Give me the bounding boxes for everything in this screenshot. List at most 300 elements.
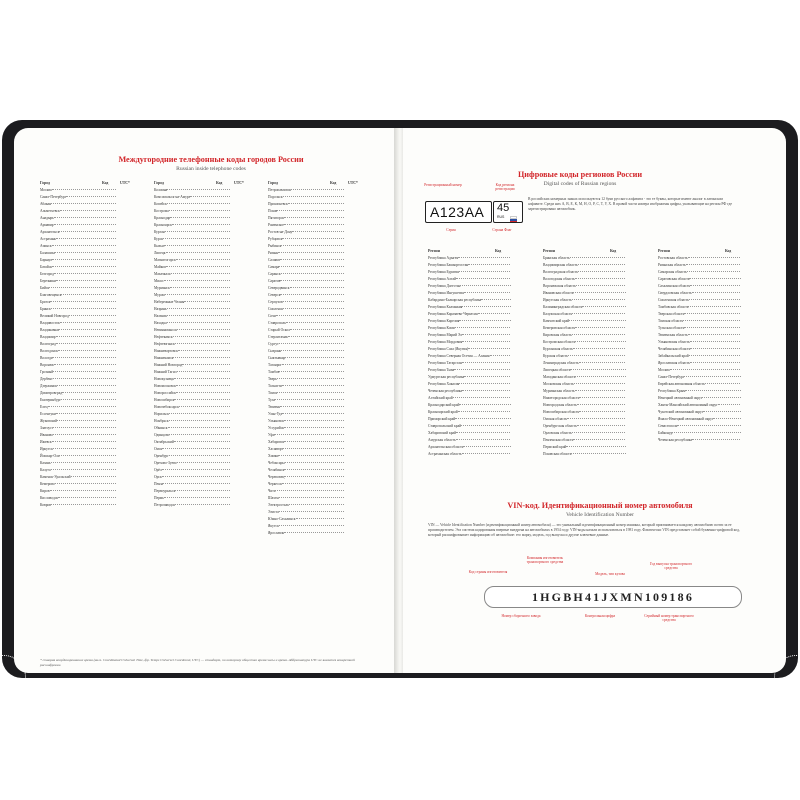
- phone-code-leader-dots: [279, 371, 344, 372]
- phone-code-row: [268, 481, 368, 488]
- phone-code-row: [40, 299, 140, 306]
- region-code-leader-dots: [573, 348, 625, 349]
- vin-subtitle: Vehicle Identification Number: [565, 512, 635, 518]
- phone-code-leader-dots: [177, 462, 230, 463]
- phone-code-leader-dots: [283, 301, 344, 302]
- phone-code-leader-dots: [48, 406, 116, 407]
- phone-code-name: Нефтеюганск: [154, 342, 175, 346]
- region-code-leader-dots: [689, 278, 740, 279]
- region-code-leader-dots: [579, 411, 625, 412]
- phone-code-leader-dots: [56, 238, 116, 239]
- region-code-leader-dots: [462, 453, 510, 454]
- region-code-leader-dots: [460, 285, 510, 286]
- phone-code-leader-dots: [59, 231, 116, 232]
- phone-code-name: Новомосковск: [154, 384, 176, 388]
- phone-code-leader-dots: [57, 385, 116, 386]
- phone-code-name: Златоуст: [40, 426, 54, 430]
- phone-code-leader-dots: [174, 441, 230, 442]
- phone-code-row: [154, 488, 254, 495]
- phone-code-leader-dots: [174, 378, 230, 379]
- phone-code-row: [40, 397, 140, 404]
- phone-code-name: Димитровград: [40, 391, 63, 395]
- phone-code-name: Раменское: [268, 223, 284, 227]
- phone-code-row: [154, 306, 254, 313]
- region-code-row: [428, 402, 536, 409]
- region-code-row: [658, 423, 766, 430]
- region-code-leader-dots: [685, 390, 740, 391]
- phone-code-leader-dots: [174, 399, 230, 400]
- phone-code-name: Альметьевск: [40, 209, 60, 213]
- region-code-name: Пермский край: [543, 445, 567, 449]
- region-code-row: [658, 388, 766, 395]
- region-code-name: Магаданская область: [543, 375, 576, 379]
- region-code-leader-dots: [692, 292, 740, 293]
- phone-codes-title: Междугородние телефонные коды городов России: [118, 155, 304, 164]
- region-code-row: [428, 409, 536, 416]
- phone-code-name: Мурманск: [154, 286, 170, 290]
- phone-code-row: [268, 334, 368, 341]
- phone-code-leader-dots: [66, 196, 116, 197]
- phone-code-leader-dots: [54, 217, 116, 218]
- phone-code-name: Кызыл: [154, 244, 165, 248]
- phone-code-leader-dots: [280, 294, 344, 295]
- region-code-name: Амурская область: [428, 438, 456, 442]
- phone-code-name: Новочебоксарск: [154, 405, 179, 409]
- phone-code-leader-dots: [190, 196, 230, 197]
- phone-code-row: [154, 418, 254, 425]
- phone-code-name: Рыбинск: [268, 244, 282, 248]
- phone-code-row: [268, 222, 368, 229]
- label-series: Серия: [446, 228, 456, 232]
- region-codes-title: Цифровые коды регионов России: [517, 170, 643, 179]
- phone-code-leader-dots: [173, 336, 230, 337]
- region-code-row: [428, 290, 536, 297]
- phone-code-leader-dots: [296, 518, 344, 519]
- phone-code-name: Новороссийск: [154, 391, 176, 395]
- phone-code-leader-dots: [177, 329, 230, 330]
- phone-code-leader-dots: [53, 427, 116, 428]
- phone-code-row: [154, 201, 254, 208]
- region-code-leader-dots: [575, 327, 625, 328]
- region-code-name: Республика Бурятия: [428, 270, 459, 274]
- phone-code-row: [154, 236, 254, 243]
- phone-code-leader-dots: [277, 210, 344, 211]
- phone-code-row: [154, 187, 254, 194]
- phone-code-leader-dots: [279, 511, 344, 512]
- region-code-leader-dots: [575, 390, 625, 391]
- phone-code-row: [40, 187, 140, 194]
- plate-region: 45: [497, 202, 510, 214]
- region-code-name: Свердловская область: [658, 291, 692, 295]
- region-code-leader-dots: [579, 362, 625, 363]
- region-code-leader-dots: [463, 446, 510, 447]
- region-code-name: Республика Марий Эл: [428, 333, 462, 337]
- region-code-name: Республика Ингушетия: [428, 291, 464, 295]
- phone-code-name: Оренбург: [154, 454, 169, 458]
- phone-code-row: [154, 341, 254, 348]
- phone-code-name: Брянск: [40, 307, 51, 311]
- region-code-name: Самарская область: [658, 270, 687, 274]
- phone-code-leader-dots: [56, 413, 116, 414]
- region-code-name: Республика Алтай: [428, 277, 457, 281]
- phone-code-name: Набережные Челны: [154, 300, 185, 304]
- region-code-leader-dots: [456, 439, 510, 440]
- region-code-name: Республика Адыгея: [428, 256, 459, 260]
- phone-code-name: Уссурийск: [268, 426, 285, 430]
- region-code-name: Воронежская область: [543, 284, 576, 288]
- region-code-name: Республика Саха (Якутия): [428, 347, 469, 351]
- phone-code-name: Одинцово: [154, 433, 170, 437]
- phone-code-row: [40, 460, 140, 467]
- phone-code-row: [268, 257, 368, 264]
- phone-code-row: [40, 495, 140, 502]
- region-code-row: [543, 318, 651, 325]
- phone-code-leader-dots: [173, 357, 230, 358]
- phone-code-leader-dots: [162, 448, 230, 449]
- phone-code-leader-dots: [281, 273, 344, 274]
- region-code-leader-dots: [577, 425, 625, 426]
- phone-code-name: Шахты: [268, 496, 279, 500]
- phone-code-leader-dots: [162, 469, 230, 470]
- region-code-row: [543, 297, 651, 304]
- region-code-leader-dots: [692, 439, 740, 440]
- region-code-row: [543, 283, 651, 290]
- phone-code-header-cell: UTC*: [234, 181, 244, 185]
- phone-code-leader-dots: [56, 280, 116, 281]
- phone-code-row: [40, 411, 140, 418]
- region-code-name: Калининградская область: [543, 305, 583, 309]
- region-code-row: [658, 381, 766, 388]
- phone-code-leader-dots: [284, 532, 344, 533]
- phone-code-name: Хабаровск: [268, 440, 285, 444]
- phone-code-row: [40, 313, 140, 320]
- phone-code-leader-dots: [50, 490, 116, 491]
- phone-code-leader-dots: [284, 441, 344, 442]
- phone-code-name: Назрань: [154, 307, 167, 311]
- region-code-name: Новосибирская область: [543, 410, 580, 414]
- phone-code-name: Волгоград: [40, 342, 56, 346]
- vin-label-manufacturer: Компания изготовитель транспортного средства: [526, 556, 564, 565]
- phone-code-row: [40, 369, 140, 376]
- region-code-header-cell: Регион: [658, 249, 670, 253]
- region-code-leader-dots: [689, 355, 740, 356]
- phone-code-name: Норильск: [154, 412, 169, 416]
- phone-code-leader-dots: [51, 469, 116, 470]
- region-code-leader-dots: [573, 292, 625, 293]
- phone-code-row: [40, 236, 140, 243]
- region-code-name: Рязанская область: [658, 263, 686, 267]
- phone-code-leader-dots: [52, 266, 116, 267]
- phone-code-name: Киров: [40, 489, 50, 493]
- phone-code-leader-dots: [165, 294, 230, 295]
- region-code-name: Москва: [658, 368, 670, 372]
- region-code-name: Московская область: [543, 382, 574, 386]
- phone-code-name: Новосибирск: [154, 398, 175, 402]
- region-code-leader-dots: [455, 327, 510, 328]
- phone-code-leader-dots: [69, 315, 116, 316]
- plate-region-box: [493, 201, 523, 223]
- region-code-leader-dots: [468, 264, 510, 265]
- region-code-leader-dots: [570, 257, 625, 258]
- phone-code-name: Черкесск: [268, 482, 283, 486]
- phone-code-leader-dots: [285, 462, 344, 463]
- phone-code-name: Краснодар: [154, 216, 171, 220]
- phone-code-row: [268, 285, 368, 292]
- phone-code-leader-dots: [170, 287, 230, 288]
- vin-label-model: Модель, тип кузова: [595, 572, 625, 576]
- phone-code-row: [154, 257, 254, 264]
- phone-code-row: [268, 460, 368, 467]
- phone-code-row: [268, 446, 368, 453]
- phone-code-leader-dots: [58, 497, 116, 498]
- region-code-name: Липецкая область: [543, 368, 571, 372]
- phone-code-leader-dots: [178, 350, 230, 351]
- phone-code-row: [154, 369, 254, 376]
- phone-code-name: Октябрьский: [154, 440, 174, 444]
- phone-code-row: [268, 502, 368, 509]
- phone-code-row: [268, 362, 368, 369]
- phone-code-row: [268, 390, 368, 397]
- phone-code-name: Балашиха: [40, 251, 56, 255]
- region-code-row: [428, 451, 536, 458]
- phone-code-row: [40, 201, 140, 208]
- region-code-leader-dots: [462, 334, 510, 335]
- phone-code-leader-dots: [282, 483, 344, 484]
- phone-code-leader-dots: [175, 343, 230, 344]
- region-code-row: [658, 304, 766, 311]
- phone-code-name: Нефтекамск: [154, 335, 173, 339]
- phone-code-row: [40, 439, 140, 446]
- phone-code-row: [268, 327, 368, 334]
- phone-code-name: Кисловодск: [40, 496, 59, 500]
- phone-code-leader-dots: [176, 259, 230, 260]
- phone-code-header-cell: Код: [102, 181, 109, 185]
- phone-code-name: Березники: [40, 279, 57, 283]
- phone-code-leader-dots: [281, 350, 344, 351]
- phone-code-name: Подольск: [268, 195, 283, 199]
- region-code-leader-dots: [686, 264, 740, 265]
- phone-code-row: [268, 278, 368, 285]
- phone-code-leader-dots: [290, 329, 344, 330]
- phone-code-leader-dots: [277, 378, 344, 379]
- region-code-leader-dots: [572, 432, 625, 433]
- phone-code-name: Майкоп: [154, 265, 166, 269]
- region-code-name: Мурманская область: [543, 389, 575, 393]
- phone-code-name: Орехово-Зуево: [154, 461, 177, 465]
- phone-code-name: Дзержинск: [40, 384, 58, 388]
- phone-code-name: Нижний Новгород: [154, 363, 183, 367]
- region-code-row: [658, 269, 766, 276]
- phone-code-leader-dots: [169, 420, 230, 421]
- phone-code-row: [40, 306, 140, 313]
- region-code-name: Ханты-Мансийский автономный округ: [658, 403, 718, 407]
- phone-code-row: [40, 446, 140, 453]
- phone-code-column: [154, 180, 254, 509]
- phone-code-name: Муром: [154, 293, 165, 297]
- phone-code-leader-dots: [279, 525, 344, 526]
- phone-code-leader-dots: [163, 483, 230, 484]
- phone-code-row: [268, 264, 368, 271]
- phone-code-leader-dots: [59, 329, 116, 330]
- phone-code-row: [268, 229, 368, 236]
- phone-code-row: [40, 348, 140, 355]
- region-code-row: [658, 360, 766, 367]
- phone-code-name: Саранск: [268, 272, 281, 276]
- phone-code-name: Санкт-Петербург: [40, 195, 67, 199]
- phone-code-name: Невинномысск: [154, 328, 178, 332]
- label-region-code: Код региона регистрации: [495, 183, 515, 192]
- phone-code-row: [154, 502, 254, 509]
- phone-code-row: [40, 474, 140, 481]
- phone-code-row: [154, 271, 254, 278]
- phone-code-leader-dots: [280, 406, 344, 407]
- phone-code-name: Миасс: [154, 279, 164, 283]
- phone-code-name: Грозный: [40, 370, 54, 374]
- phone-code-row: [268, 411, 368, 418]
- phone-code-row: [268, 215, 368, 222]
- phone-code-leader-dots: [53, 371, 116, 372]
- region-code-leader-dots: [677, 425, 740, 426]
- phone-code-header-cell: Город: [154, 181, 164, 185]
- phone-code-leader-dots: [164, 497, 230, 498]
- phone-code-leader-dots: [71, 476, 116, 477]
- phone-code-leader-dots: [53, 378, 116, 379]
- region-code-leader-dots: [582, 306, 625, 307]
- region-code-row: [658, 416, 766, 423]
- region-code-row: [543, 255, 651, 262]
- phone-code-leader-dots: [51, 203, 116, 204]
- phone-code-row: [268, 509, 368, 516]
- region-code-row: [543, 437, 651, 444]
- phone-code-leader-dots: [56, 336, 116, 337]
- region-code-name: Омская область: [543, 417, 568, 421]
- phone-code-header-row: [40, 180, 140, 187]
- phone-code-name: Нижневартовск: [154, 349, 178, 353]
- region-code-row: [428, 444, 536, 451]
- region-code-column: [658, 248, 766, 444]
- phone-code-leader-dots: [53, 434, 116, 435]
- phone-code-name: Уфа: [268, 433, 275, 437]
- phone-code-row: [154, 467, 254, 474]
- phone-code-leader-dots: [276, 315, 344, 316]
- phone-code-row: [268, 397, 368, 404]
- vin-label-country: Код страны изготовителя: [468, 570, 508, 574]
- region-code-name: Волгоградская область: [543, 270, 578, 274]
- region-code-name: Брянская область: [543, 256, 570, 260]
- phone-code-header-cell: UTC*: [348, 181, 358, 185]
- region-code-row: [658, 262, 766, 269]
- phone-code-row: [268, 453, 368, 460]
- phone-code-row: [268, 201, 368, 208]
- phone-code-header-cell: Город: [40, 181, 50, 185]
- phone-code-row: [268, 250, 368, 257]
- phone-code-row: [268, 425, 368, 432]
- region-code-leader-dots: [575, 341, 625, 342]
- phone-code-leader-dots: [169, 413, 230, 414]
- phone-code-name: Рязань: [268, 251, 279, 255]
- phone-code-row: [154, 348, 254, 355]
- phone-code-leader-dots: [176, 392, 230, 393]
- phone-code-header-row: [154, 180, 254, 187]
- region-code-row: [658, 437, 766, 444]
- region-code-row: [658, 283, 766, 290]
- phone-code-name: Красноярск: [154, 223, 172, 227]
- phone-code-leader-dots: [164, 245, 230, 246]
- phone-code-name: Батайск: [40, 265, 53, 269]
- region-code-name: Владимирская область: [543, 263, 578, 267]
- phone-code-row: [40, 243, 140, 250]
- region-code-name: Сахалинская область: [658, 284, 691, 288]
- region-code-name: Республика Карелия: [428, 319, 460, 323]
- phone-code-row: [40, 404, 140, 411]
- phone-code-row: [40, 355, 140, 362]
- phone-code-row: [40, 250, 140, 257]
- region-code-row: [543, 262, 651, 269]
- vin-label-serial: Серийный номер транспортного средства: [644, 614, 694, 623]
- phone-code-row: [268, 404, 368, 411]
- vin-label-year: Год выпуска транспортного средства: [649, 562, 693, 571]
- phone-code-leader-dots: [284, 217, 344, 218]
- phone-code-leader-dots: [274, 434, 344, 435]
- region-code-name: Республика Крым: [658, 389, 686, 393]
- region-code-row: [658, 276, 766, 283]
- region-code-name: Чеченская республика: [658, 438, 693, 442]
- region-code-leader-dots: [490, 355, 510, 356]
- region-code-row: [543, 360, 651, 367]
- region-code-leader-dots: [575, 278, 625, 279]
- region-code-name: Смоленская область: [658, 298, 689, 302]
- vin-title: VIN-код. Идентификационный номер автомобиля: [507, 501, 693, 510]
- region-code-leader-dots: [459, 320, 510, 321]
- region-code-name: Костромская область: [543, 340, 576, 344]
- phone-code-row: [268, 523, 368, 530]
- phone-code-row: [268, 341, 368, 348]
- label-country-flag: Страна Флаг: [492, 228, 512, 232]
- phone-code-leader-dots: [52, 189, 116, 190]
- phone-code-header-cell: Код: [216, 181, 223, 185]
- region-code-leader-dots: [568, 355, 625, 356]
- phone-code-name: Сызрань: [268, 349, 282, 353]
- region-code-name: Астраханская область: [428, 452, 462, 456]
- region-code-row: [658, 325, 766, 332]
- phone-code-leader-dots: [176, 385, 230, 386]
- region-code-row: [658, 346, 766, 353]
- region-code-row: [543, 332, 651, 339]
- phone-code-name: Омск: [154, 447, 163, 451]
- phone-code-leader-dots: [282, 364, 344, 365]
- phone-code-leader-dots: [54, 224, 116, 225]
- phone-code-name: Ачинск: [40, 244, 52, 248]
- region-code-leader-dots: [690, 341, 740, 342]
- phone-code-row: [268, 348, 368, 355]
- phone-code-row: [154, 299, 254, 306]
- region-code-row: [428, 353, 536, 360]
- region-code-leader-dots: [689, 299, 740, 300]
- phone-code-name: Орск: [154, 475, 162, 479]
- region-code-row: [428, 283, 536, 290]
- region-code-leader-dots: [462, 390, 510, 391]
- region-code-row: [658, 297, 766, 304]
- phone-code-leader-dots: [54, 364, 116, 365]
- vin-code: 1HGBH41JXMN109186: [531, 589, 695, 604]
- phone-code-row: [268, 488, 368, 495]
- phone-code-row: [154, 215, 254, 222]
- phone-code-name: Сургут: [268, 342, 279, 346]
- phone-code-row: [154, 327, 254, 334]
- phone-code-row: [40, 271, 140, 278]
- phone-code-row: [154, 460, 254, 467]
- phone-code-row: [40, 432, 140, 439]
